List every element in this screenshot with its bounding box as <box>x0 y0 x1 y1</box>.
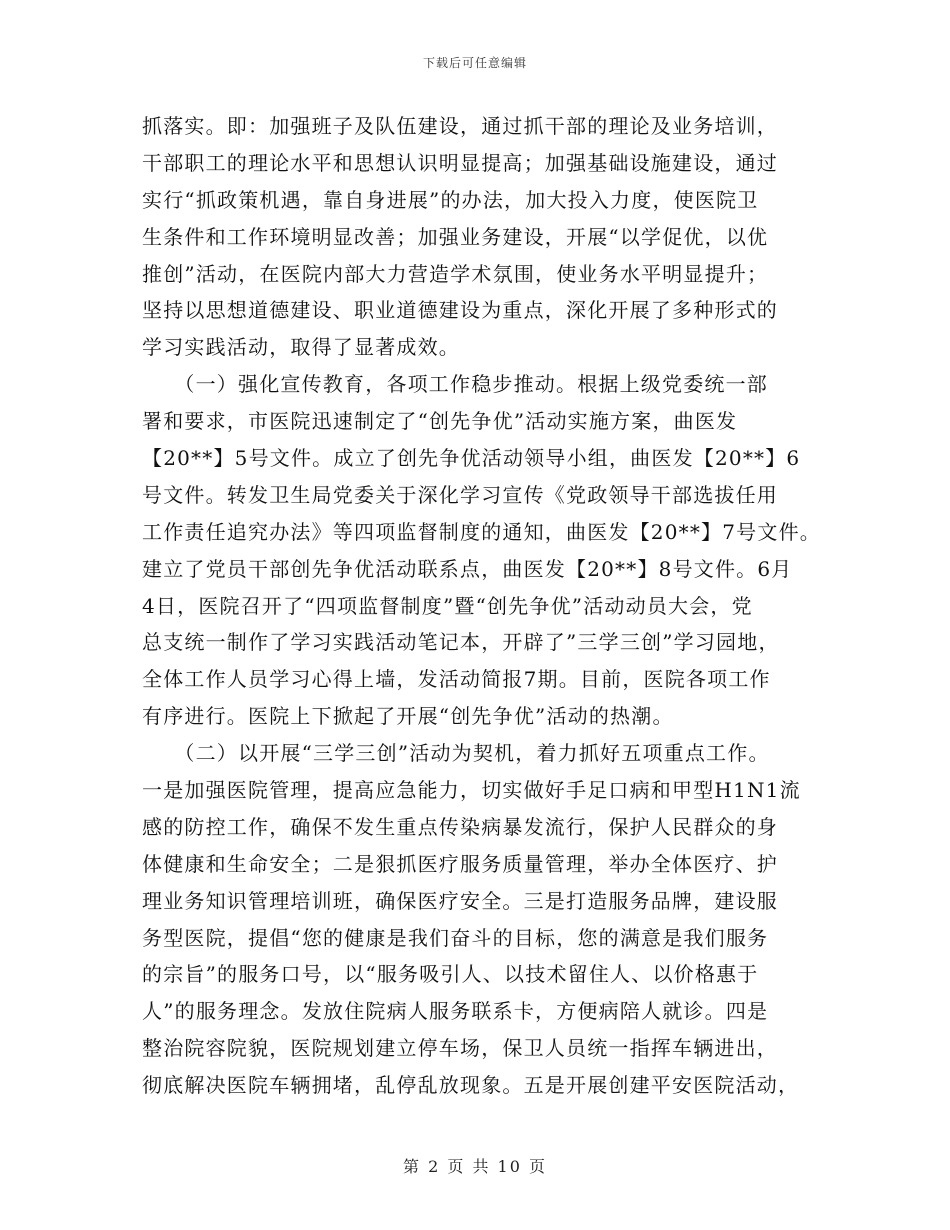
text-line: 4日，医院召开了“四项监督制度”暨“创先争优”活动动员大会，党 <box>142 593 753 618</box>
text-line: 学习实践活动，取得了显著成效。 <box>142 335 460 360</box>
document-body <box>142 108 832 1104</box>
text-line: 务型医院，提倡“您的健康是我们奋斗的目标，您的满意是我们服务 <box>142 925 769 950</box>
text-line: 一是加强医院管理，提高应急能力，切实做好手足口病和甲型H1N1流 <box>142 778 801 803</box>
text-line: 人”的服务理念。发放住院病人服务联系卡，方便病陪人就诊。四是 <box>142 999 769 1024</box>
page-footer: 第 2 页 共 10 页 <box>403 1157 547 1176</box>
text-line: （一）强化宣传教育，各项工作稳步推动。根据上级党委统一部 <box>142 372 768 397</box>
text-line: 有序进行。医院上下掀起了开展“创先争优”活动的热潮。 <box>142 704 674 729</box>
text-line: 建立了党员干部创先争优活动联系点，曲医发【20**】8号文件。6月 <box>142 556 793 581</box>
page-header: 下载后可任意编辑 <box>422 56 527 70</box>
text-line: 推创”活动，在医院内部大力营造学术氛围，使业务水平明显提升； <box>142 261 769 286</box>
text-line: 署和要求，市医院迅速制定了“创先争优”活动实施方案，曲医发 <box>142 409 738 434</box>
text-line: 感的防控工作，确保不发生重点传染病暴发流行，保护人民群众的身 <box>142 814 778 839</box>
text-line: 干部职工的理论水平和思想认识明显提高；加强基础设施建设，通过 <box>142 150 778 175</box>
text-line: 总支统一制作了学习实践活动笔记本，开辟了”三学三创”学习园地， <box>142 630 780 655</box>
text-line: 号文件。转发卫生局党委关于深化学习宣传《党政领导干部选拔任用 <box>142 482 778 507</box>
text-line: 实行“抓政策机遇，靠自身进展”的办法，加大投入力度，使医院卫 <box>142 187 759 212</box>
text-line: 工作责任追究办法》等四项监督制度的通知，曲医发【20**】7号文件。 <box>142 519 821 544</box>
text-line: 彻底解决医院车辆拥堵，乱停乱放现象。五是开展创建平安医院活动， <box>142 1073 800 1098</box>
text-line: 坚持以思想道德建设、职业道德建设为重点，深化开展了多种形式的 <box>142 298 778 323</box>
text-line: 的宗旨”的服务口号，以“服务吸引人、以技术留住人、以价格惠于 <box>142 962 759 987</box>
text-line: 抓落实。即：加强班子及队伍建设，通过抓干部的理论及业务培训， <box>142 114 778 138</box>
text-line: 体健康和生命安全；二是狠抓医疗服务质量管理，举办全体医疗、护 <box>142 851 778 876</box>
text-line: 全体工作人员学习心得上墙，发活动简报7期。目前，医院各项工作 <box>142 667 771 692</box>
text-line: 【20**】5号文件。成立了创先争优活动领导小组，曲医发【20**】6 <box>142 446 801 471</box>
text-line: （二）以开展“三学三创”活动为契机，着力抓好五项重点工作。 <box>142 741 770 766</box>
text-line: 生条件和工作环境明显改善；加强业务建设，开展“以学促优，以优 <box>142 224 769 249</box>
text-line: 整治院容院貌，医院规划建立停车场，保卫人员统一指挥车辆进出， <box>142 1036 778 1061</box>
text-line: 理业务知识管理培训班，确保医疗安全。三是打造服务品牌，建设服 <box>142 888 778 913</box>
